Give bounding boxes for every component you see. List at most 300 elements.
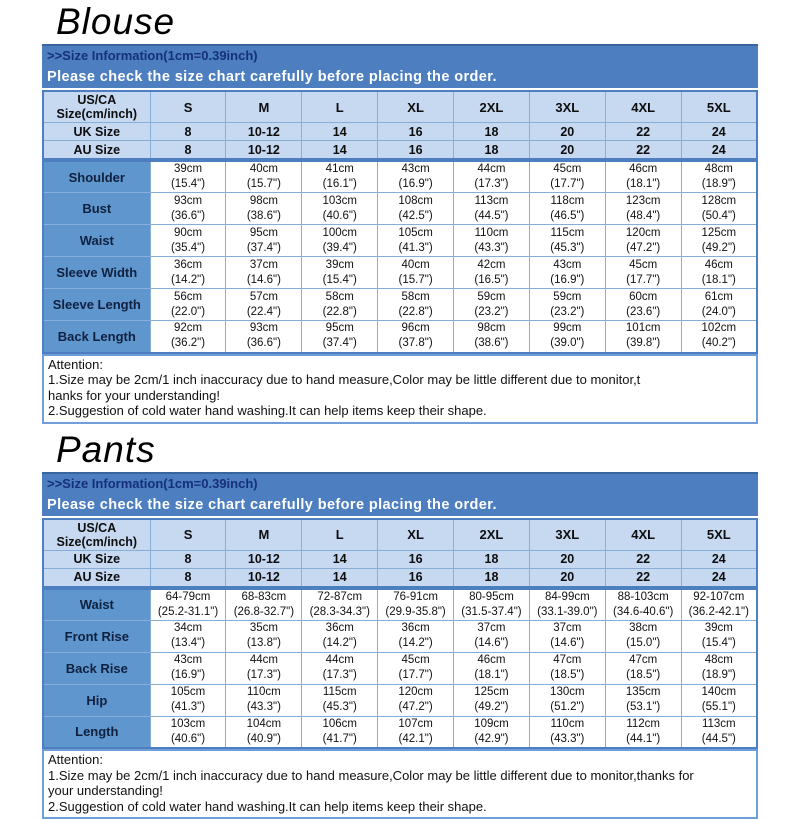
measurement-value-cell [302,716,378,748]
inch-value: (23.6") [606,305,681,320]
cm-value: 96cm [378,321,453,336]
pants-section [0,430,800,819]
size-column-header: XL [378,519,454,551]
measurement-value-cell [681,321,757,353]
cm-value: 95cm [226,226,301,241]
cm-value: 120cm [378,685,453,700]
au-size-label: AU Size [43,568,150,588]
inch-value: (36.6") [151,209,226,224]
size-column-header: 5XL [681,91,757,123]
measurement-value-cell [302,289,378,321]
cm-value: 47cm [606,653,681,668]
cm-value: 39cm [151,162,226,177]
inch-value: (37.4") [226,241,301,256]
cm-value: 37cm [226,258,301,273]
measurement-label: Back Rise [43,652,150,684]
cm-value: 103cm [151,717,226,732]
measurement-value-cell [150,257,226,289]
measurement-row [43,321,757,353]
size-info-banner: >>Size Information(1cm=0.39inch) [42,44,758,66]
measurement-value-cell [378,321,454,353]
au-size-value: 18 [454,568,530,588]
cm-value: 39cm [302,258,377,273]
cm-value: 40cm [226,162,301,177]
au-size-value: 10-12 [226,568,302,588]
measurement-row [43,652,757,684]
cm-value: 36cm [151,258,226,273]
measurement-value-cell [150,684,226,716]
cm-value: 98cm [226,194,301,209]
cm-value: 128cm [682,194,756,209]
measurement-value-cell [605,684,681,716]
au-size-value: 8 [150,141,226,161]
attention-line: 1.Size may be 2cm/1 inch inaccuracy due to hand measure,Color may be little different due to monitor,thanks for [48,768,752,784]
measurement-value-cell [605,193,681,225]
cm-value: 108cm [378,194,453,209]
measurement-value-cell [150,289,226,321]
uk-size-value: 10-12 [226,123,302,141]
cm-value: 48cm [682,653,756,668]
inch-value: (43.3") [530,732,605,747]
measurement-value-cell [681,225,757,257]
uk-size-label: UK Size [43,550,150,568]
measurement-value-cell [529,257,605,289]
cm-value: 135cm [606,685,681,700]
inch-value: (14.6") [530,636,605,651]
notice-banner: Please check the size chart carefully before placing the order. [42,66,758,88]
notice-banner: Please check the size chart carefully before placing the order. [42,494,758,516]
cm-value: 58cm [378,290,453,305]
measurement-value-cell [454,620,530,652]
cm-value: 72-87cm [302,590,377,605]
measurement-label: Bust [43,193,150,225]
measurement-value-cell [681,652,757,684]
measurement-value-cell [150,652,226,684]
cm-value: 105cm [151,685,226,700]
inch-value: (49.2") [682,241,756,256]
cm-value: 110cm [530,717,605,732]
cm-value: 98cm [454,321,529,336]
size-info-banner: >>Size Information(1cm=0.39inch) [42,472,758,494]
inch-value: (14.2") [151,273,226,288]
measurement-value-cell [226,652,302,684]
inch-value: (17.3") [302,668,377,683]
pants-size-chart [42,472,758,819]
au-size-value: 22 [605,141,681,161]
cm-value: 46cm [454,653,529,668]
cm-value: 93cm [151,194,226,209]
cm-value: 125cm [454,685,529,700]
measurement-value-cell [378,716,454,748]
measurement-value-cell [226,160,302,193]
inch-value: (13.4") [151,636,226,651]
size-column-header: 3XL [529,519,605,551]
cm-value: 76-91cm [378,590,453,605]
measurement-row [43,684,757,716]
cm-value: 103cm [302,194,377,209]
inch-value: (15.0") [606,636,681,651]
cm-value: 110cm [454,226,529,241]
cm-value: 47cm [530,653,605,668]
inch-value: (33.1-39.0") [530,605,605,620]
measurement-value-cell [605,257,681,289]
measurement-value-cell [226,684,302,716]
cm-value: 48cm [682,162,756,177]
uk-size-value: 16 [378,550,454,568]
inch-value: (39.0") [530,336,605,351]
cm-value: 110cm [226,685,301,700]
inch-value: (50.4") [682,209,756,224]
inch-value: (36.2") [151,336,226,351]
au-size-value: 20 [529,568,605,588]
cm-value: 37cm [454,621,529,636]
cm-value: 34cm [151,621,226,636]
measurement-value-cell [454,321,530,353]
cm-value: 39cm [682,621,756,636]
uk-size-label: UK Size [43,123,150,141]
measurement-label: Shoulder [43,160,150,193]
cm-value: 101cm [606,321,681,336]
inch-value: (36.6") [226,336,301,351]
measurement-value-cell [150,588,226,621]
inch-value: (41.3") [378,241,453,256]
uk-size-value: 16 [378,123,454,141]
inch-value: (49.2") [454,700,529,715]
inch-value: (55.1") [682,700,756,715]
inch-value: (51.2") [530,700,605,715]
inch-value: (41.7") [302,732,377,747]
uk-size-value: 24 [681,550,757,568]
attention-line: 2.Suggestion of cold water hand washing.It can help items keep their shape. [48,403,752,419]
cm-value: 123cm [606,194,681,209]
inch-value: (13.8") [226,636,301,651]
us-ca-size-header-line: Size(cm/inch) [44,535,150,549]
inch-value: (15.7") [226,177,301,192]
measurement-label: Sleeve Width [43,257,150,289]
measurement-value-cell [681,257,757,289]
measurement-value-cell [302,684,378,716]
measurement-value-cell [529,160,605,193]
cm-value: 88-103cm [606,590,681,605]
measurement-value-cell [681,620,757,652]
size-column-header: 3XL [529,91,605,123]
measurement-value-cell [150,193,226,225]
cm-value: 36cm [302,621,377,636]
measurement-value-cell [454,257,530,289]
inch-value: (45.3") [530,241,605,256]
measurement-value-cell [226,257,302,289]
inch-value: (42.1") [378,732,453,747]
uk-size-value: 24 [681,123,757,141]
au-size-value: 16 [378,568,454,588]
size-column-header: L [302,519,378,551]
measurement-value-cell [150,160,226,193]
inch-value: (46.5") [530,209,605,224]
attention-line: 2.Suggestion of cold water hand washing.It can help items keep their shape. [48,799,752,815]
inch-value: (16.9") [530,273,605,288]
us-ca-size-header [43,519,150,551]
inch-value: (18.5") [530,668,605,683]
measurement-value-cell [150,716,226,748]
cm-value: 45cm [530,162,605,177]
inch-value: (38.6") [226,209,301,224]
inch-value: (53.1") [606,700,681,715]
cm-value: 100cm [302,226,377,241]
size-column-header: XL [378,91,454,123]
inch-value: (16.9") [378,177,453,192]
measurement-value-cell [454,652,530,684]
attention-line: Attention: [48,752,752,768]
measurement-value-cell [605,289,681,321]
measurement-value-cell [302,225,378,257]
inch-value: (25.2-31.1") [151,605,226,620]
measurement-value-cell [681,684,757,716]
inch-value: (43.3") [226,700,301,715]
measurement-label: Length [43,716,150,748]
uk-size-value: 20 [529,550,605,568]
au-size-value: 16 [378,141,454,161]
measurement-label: Sleeve Length [43,289,150,321]
measurement-value-cell [302,620,378,652]
measurement-value-cell [605,160,681,193]
cm-value: 56cm [151,290,226,305]
inch-value: (17.7") [530,177,605,192]
inch-value: (22.8") [302,305,377,320]
measurement-value-cell [454,716,530,748]
measurement-value-cell [150,321,226,353]
inch-value: (18.9") [682,668,756,683]
measurement-value-cell [454,289,530,321]
measurement-value-cell [529,289,605,321]
inch-value: (40.9") [226,732,301,747]
inch-value: (47.2") [378,700,453,715]
us-ca-size-header-line: Size(cm/inch) [44,107,150,121]
au-size-value: 20 [529,141,605,161]
inch-value: (15.7") [378,273,453,288]
measurement-value-cell [454,193,530,225]
cm-value: 57cm [226,290,301,305]
inch-value: (41.3") [151,700,226,715]
cm-value: 130cm [530,685,605,700]
blouse-size-chart [42,44,758,424]
inch-value: (17.3") [226,668,301,683]
cm-value: 84-99cm [530,590,605,605]
measurement-label: Back Length [43,321,150,353]
cm-value: 95cm [302,321,377,336]
measurement-value-cell [378,620,454,652]
inch-value: (43.3") [454,241,529,256]
cm-value: 68-83cm [226,590,301,605]
cm-value: 37cm [530,621,605,636]
cm-value: 80-95cm [454,590,529,605]
inch-value: (15.4") [302,273,377,288]
measurement-row [43,289,757,321]
attention-box [42,354,758,424]
measurement-value-cell [605,716,681,748]
cm-value: 99cm [530,321,605,336]
measurement-value-cell [529,652,605,684]
cm-value: 120cm [606,226,681,241]
size-column-header: 4XL [605,519,681,551]
uk-size-value: 20 [529,123,605,141]
cm-value: 43cm [151,653,226,668]
size-header-row [43,91,757,123]
measurement-value-cell [378,684,454,716]
measurement-value-cell [226,588,302,621]
au-size-value: 24 [681,568,757,588]
measurement-row [43,193,757,225]
measurement-value-cell [302,588,378,621]
cm-value: 90cm [151,226,226,241]
measurement-value-cell [681,716,757,748]
measurement-row [43,620,757,652]
au-size-row [43,568,757,588]
measurement-row [43,588,757,621]
cm-value: 140cm [682,685,756,700]
measurement-value-cell [302,193,378,225]
au-size-value: 14 [302,568,378,588]
uk-size-value: 10-12 [226,550,302,568]
attention-line: 1.Size may be 2cm/1 inch inaccuracy due to hand measure,Color may be little different due to monitor,t [48,372,752,388]
inch-value: (16.5") [454,273,529,288]
cm-value: 45cm [606,258,681,273]
size-column-header: 4XL [605,91,681,123]
au-size-value: 8 [150,568,226,588]
size-column-header: S [150,91,226,123]
measurement-value-cell [681,289,757,321]
measurement-label: Waist [43,225,150,257]
uk-size-row [43,550,757,568]
cm-value: 64-79cm [151,590,226,605]
inch-value: (36.2-42.1") [682,605,756,620]
inch-value: (24.0") [682,305,756,320]
measurement-row [43,716,757,748]
measurement-value-cell [529,620,605,652]
measurement-value-cell [226,321,302,353]
measurement-value-cell [605,321,681,353]
blouse-size-table [42,90,758,354]
uk-size-value: 14 [302,550,378,568]
measurement-value-cell [302,652,378,684]
cm-value: 61cm [682,290,756,305]
cm-value: 46cm [606,162,681,177]
measurement-value-cell [529,225,605,257]
inch-value: (31.5-37.4") [454,605,529,620]
us-ca-size-header [43,91,150,123]
measurement-value-cell [454,225,530,257]
cm-value: 109cm [454,717,529,732]
cm-value: 59cm [454,290,529,305]
inch-value: (14.2") [378,636,453,651]
measurement-label: Waist [43,588,150,621]
cm-value: 106cm [302,717,377,732]
measurement-value-cell [226,193,302,225]
uk-size-value: 22 [605,550,681,568]
uk-size-value: 22 [605,123,681,141]
inch-value: (38.6") [454,336,529,351]
inch-value: (44.1") [606,732,681,747]
measurement-value-cell [150,620,226,652]
inch-value: (45.3") [302,700,377,715]
cm-value: 43cm [378,162,453,177]
inch-value: (42.9") [454,732,529,747]
cm-value: 92-107cm [682,590,756,605]
inch-value: (48.4") [606,209,681,224]
uk-size-value: 8 [150,123,226,141]
inch-value: (34.6-40.6") [606,605,681,620]
inch-value: (29.9-35.8") [378,605,453,620]
cm-value: 35cm [226,621,301,636]
inch-value: (40.2") [682,336,756,351]
cm-value: 113cm [682,717,756,732]
pants-title: Pants [56,430,800,470]
us-ca-size-header-line: US/CA [44,521,150,535]
inch-value: (42.5") [378,209,453,224]
au-size-value: 14 [302,141,378,161]
measurement-value-cell [529,716,605,748]
cm-value: 46cm [682,258,756,273]
au-size-value: 10-12 [226,141,302,161]
measurement-label: Front Rise [43,620,150,652]
cm-value: 93cm [226,321,301,336]
blouse-section [0,2,800,424]
cm-value: 44cm [454,162,529,177]
measurement-value-cell [605,620,681,652]
measurement-value-cell [454,588,530,621]
measurement-row [43,225,757,257]
cm-value: 60cm [606,290,681,305]
cm-value: 43cm [530,258,605,273]
inch-value: (39.4") [302,241,377,256]
inch-value: (37.4") [302,336,377,351]
inch-value: (40.6") [302,209,377,224]
measurement-value-cell [529,193,605,225]
measurement-value-cell [529,684,605,716]
cm-value: 38cm [606,621,681,636]
measurement-value-cell [302,321,378,353]
inch-value: (22.0") [151,305,226,320]
au-size-value: 18 [454,141,530,161]
cm-value: 104cm [226,717,301,732]
cm-value: 92cm [151,321,226,336]
measurement-value-cell [605,652,681,684]
uk-size-value: 14 [302,123,378,141]
cm-value: 125cm [682,226,756,241]
measurement-value-cell [605,225,681,257]
measurement-value-cell [150,225,226,257]
uk-size-value: 18 [454,123,530,141]
measurement-value-cell [302,257,378,289]
inch-value: (14.6") [226,273,301,288]
inch-value: (22.4") [226,305,301,320]
inch-value: (18.1") [454,668,529,683]
cm-value: 40cm [378,258,453,273]
measurement-row [43,257,757,289]
measurement-value-cell [378,225,454,257]
measurement-value-cell [681,588,757,621]
cm-value: 102cm [682,321,756,336]
measurement-value-cell [226,620,302,652]
inch-value: (23.2") [530,305,605,320]
measurement-value-cell [681,193,757,225]
size-column-header: S [150,519,226,551]
au-size-value: 22 [605,568,681,588]
size-column-header: L [302,91,378,123]
cm-value: 36cm [378,621,453,636]
inch-value: (22.8") [378,305,453,320]
cm-value: 44cm [302,653,377,668]
measurement-value-cell [226,716,302,748]
